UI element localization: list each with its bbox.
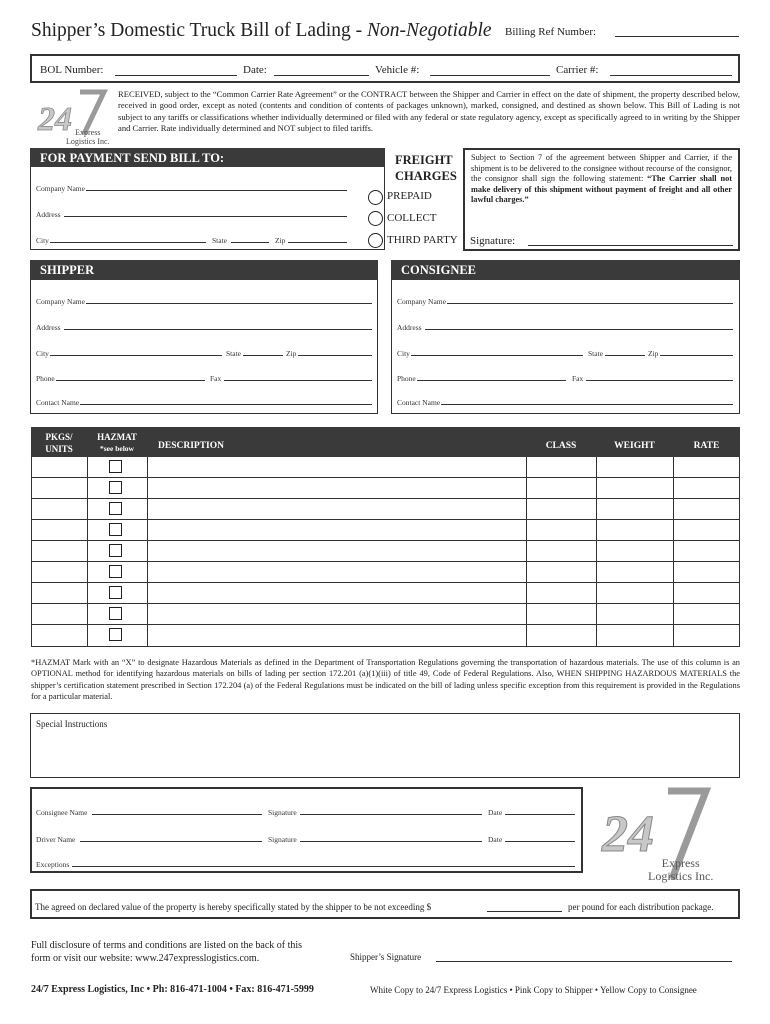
driver-date-field[interactable]: [505, 841, 575, 842]
consignee-city-field[interactable]: [411, 355, 583, 356]
consignee-box: [391, 260, 740, 414]
shipper-phone-field[interactable]: [56, 380, 205, 381]
carrier-field[interactable]: [610, 75, 732, 76]
exceptions-field[interactable]: [72, 866, 575, 867]
driver-date-label: Date: [488, 835, 503, 844]
shippers-signature-field[interactable]: [436, 961, 732, 962]
freight-charges-header: FREIGHT CHARGES: [395, 153, 457, 183]
shipper-contact-label: Contact Name: [36, 398, 80, 407]
billing-ref-label: Billing Ref Number:: [505, 26, 597, 38]
consignee-header: CONSIGNEE: [391, 260, 740, 280]
payment-address-label: Address: [36, 210, 61, 219]
payment-address-field[interactable]: [64, 216, 347, 217]
driver-signature-label: Signature: [268, 835, 297, 844]
bol-number-field[interactable]: [115, 75, 237, 76]
special-instructions-box[interactable]: [30, 713, 740, 778]
payment-state-label: State: [212, 236, 227, 245]
consignee-contact-field[interactable]: [441, 404, 733, 405]
table-row[interactable]: [31, 583, 740, 604]
section7-statement: “The Carrier shall not make delivery of this shipment without payment of freight and all other lawful charges.”: [471, 174, 733, 205]
collect-label: COLLECT: [387, 212, 437, 224]
third-party-label: THIRD PARTY: [387, 234, 458, 246]
payment-state-field[interactable]: [231, 242, 269, 243]
table-row[interactable]: [31, 520, 740, 541]
billing-ref-field[interactable]: [615, 36, 739, 37]
shipper-address-label: Address: [36, 323, 61, 332]
special-instructions-label: Special Instructions: [36, 719, 108, 729]
driver-name-label: Driver Name: [36, 835, 76, 844]
consignee-phone-label: Phone: [397, 374, 416, 383]
consignee-signature-label: Signature: [268, 808, 297, 817]
vehicle-label: Vehicle #:: [375, 64, 420, 76]
consignee-city-label: City: [397, 349, 410, 358]
hazmat-note: *HAZMAT Mark with an “X” to designate Hazardous Materials as defined in the Department of Transportation Regulations governing the transportation of hazardous materials. The use of this column is an OPTIONAL method for identifying hazardous materials on bills of lading per section 172.201 (a)(1)(iii) of title 49, Code of Federal Regulations. Also, WHEN SHIPPING HAZARDOUS MATERIALS the shipper’s certification statement prescribed in Section 172.204 (a) of the Federal Regulations must be indicated on the bill of lading unless specific exception from this requirement is provided in the Regulations for a particular material.: [31, 658, 740, 701]
logo-large-line2: Logistics Inc.: [648, 869, 714, 883]
section7-text: Subject to Section 7 of the agreement between Shipper and Carrier, if the shipment is to be delivered to the consignee without recourse of the consignor, the consignor shall sign the following statement: “The Carrier shall not make delivery of this shipment without payment of freight and all other lawful charges.”: [471, 153, 733, 205]
payment-header: FOR PAYMENT SEND BILL TO:: [30, 148, 385, 167]
payment-city-label: City: [36, 236, 49, 245]
shipper-zip-field[interactable]: [298, 355, 372, 356]
shipper-zip-label: Zip: [286, 349, 297, 358]
description-header: DESCRIPTION: [158, 441, 224, 451]
driver-signature-field[interactable]: [300, 841, 482, 842]
hazmat-checkbox[interactable]: [109, 502, 122, 515]
shipper-contact-field[interactable]: [80, 404, 372, 405]
shipper-fax-field[interactable]: [224, 380, 372, 381]
consignee-zip-field[interactable]: [660, 355, 733, 356]
hazmat-checkbox[interactable]: [109, 544, 122, 557]
vehicle-field[interactable]: [430, 75, 550, 76]
consignee-phone-field[interactable]: [417, 380, 566, 381]
disclosure-text: Full disclosure of terms and conditions are listed on the back of this form or visit our website: www.247expresslogistics.com.: [31, 940, 303, 964]
shipper-box: [30, 260, 378, 414]
pkgs-header: PKGS/ UNITS: [45, 432, 73, 454]
page-title: Shipper’s Domestic Truck Bill of Lading - Non-Negotiable: [31, 20, 492, 41]
consignee-signature-field[interactable]: [300, 814, 482, 815]
consignee-date-field[interactable]: [505, 814, 575, 815]
hazmat-checkbox[interactable]: [109, 607, 122, 620]
declared-value-suffix: per pound for each distribution package.: [568, 902, 714, 912]
footer-copies: White Copy to 24/7 Express Logistics • Pink Copy to Shipper • Yellow Copy to Consignee: [370, 985, 697, 995]
date-field[interactable]: [274, 75, 369, 76]
consignee-fax-field[interactable]: [586, 380, 733, 381]
hazmat-checkbox[interactable]: [109, 586, 122, 599]
svg-text:24: 24: [602, 806, 654, 863]
hazmat-checkbox[interactable]: [109, 523, 122, 536]
consignee-state-label: State: [588, 349, 603, 358]
table-row[interactable]: [31, 499, 740, 520]
third-party-radio[interactable]: [368, 233, 383, 248]
logo-line2: Logistics Inc.: [66, 137, 110, 146]
declared-value-field[interactable]: [487, 911, 562, 912]
consignee-fax-label: Fax: [572, 374, 584, 383]
shipper-header: SHIPPER: [30, 260, 378, 280]
table-row[interactable]: [31, 478, 740, 499]
consignee-address-field[interactable]: [425, 329, 733, 330]
consignee-name-field[interactable]: [92, 814, 262, 815]
payment-company-label: Company Name: [36, 184, 85, 193]
table-row[interactable]: [31, 562, 740, 583]
shipper-company-label: Company Name: [36, 297, 85, 306]
hazmat-checkbox[interactable]: [109, 481, 122, 494]
rate-header: RATE: [693, 441, 720, 451]
shipper-city-field[interactable]: [50, 355, 222, 356]
shipper-state-field[interactable]: [243, 355, 283, 356]
payment-zip-field[interactable]: [288, 242, 347, 243]
consignee-date-label: Date: [488, 808, 503, 817]
prepaid-radio[interactable]: [368, 190, 383, 205]
payment-zip-label: Zip: [275, 236, 286, 245]
logo-line1: Express: [75, 128, 101, 137]
shipper-address-field[interactable]: [64, 329, 372, 330]
table-row[interactable]: [31, 541, 740, 562]
consignee-company-label: Company Name: [397, 297, 446, 306]
table-row[interactable]: [31, 457, 740, 478]
exceptions-label: Exceptions: [36, 860, 70, 869]
signoff-box: [30, 787, 583, 873]
consignee-state-field[interactable]: [605, 355, 645, 356]
hazmat-checkbox[interactable]: [109, 628, 122, 641]
hazmat-checkbox[interactable]: [109, 460, 122, 473]
section7-signature-label: Signature:: [470, 235, 516, 247]
consignee-zip-label: Zip: [648, 349, 659, 358]
driver-name-field[interactable]: [80, 841, 262, 842]
prepaid-label: PREPAID: [387, 190, 432, 202]
svg-text:24: 24: [38, 101, 72, 138]
shippers-signature-label: Shipper’s Signature: [350, 952, 422, 962]
logo-large-line1: Express: [661, 856, 700, 870]
date-label: Date:: [243, 64, 267, 76]
weight-header: WEIGHT: [614, 441, 655, 451]
table-row[interactable]: [31, 604, 740, 625]
bol-number-label: BOL Number:: [40, 64, 104, 76]
shipper-phone-label: Phone: [36, 374, 55, 383]
shipper-fax-label: Fax: [210, 374, 222, 383]
payment-city-field[interactable]: [50, 242, 206, 243]
hazmat-checkbox[interactable]: [109, 565, 122, 578]
class-header: CLASS: [545, 441, 577, 451]
received-text: RECEIVED, subject to the “Common Carrier Rate Agreement” or the CONTRACT between the Shipper and Carrier in effect on the date of shipment, the property described below, received in good order, except as noted (contents and condition of contents of packages unknown), marked, consigned, and destined as shown below. This Bill of Lading is not subject to any tariffs or classifications whether individually determined or filed with any federal or state regulatory agency, except as specifically agreed to in writing by the Shipper and Carrier. Rate individually determined and NOT subject to filed tariffs.: [118, 89, 740, 134]
company-logo-small: [36, 88, 112, 148]
non-negotiable-label: Non-Negotiable: [367, 20, 492, 41]
payment-company-field[interactable]: [86, 190, 347, 191]
consignee-company-field[interactable]: [447, 303, 733, 304]
consignee-address-label: Address: [397, 323, 422, 332]
table-row[interactable]: [31, 625, 740, 646]
shipper-city-label: City: [36, 349, 49, 358]
company-logo-large: [598, 785, 738, 885]
collect-radio[interactable]: [368, 211, 383, 226]
hazmat-header: HAZMAT *see below: [97, 432, 137, 453]
shipper-state-label: State: [226, 349, 241, 358]
carrier-label: Carrier #:: [556, 64, 599, 76]
shipper-company-field[interactable]: [86, 303, 372, 304]
consignee-contact-label: Contact Name: [397, 398, 441, 407]
declared-value-text: The agreed on declared value of the property is hereby specifically stated by the shipper to be not exceeding $: [35, 902, 432, 912]
footer-company: 24/7 Express Logistics, Inc • Ph: 816-471-1004 • Fax: 816-471-5999: [31, 984, 314, 995]
consignee-name-label: Consignee Name: [36, 808, 88, 817]
section7-signature-field[interactable]: [528, 245, 733, 246]
